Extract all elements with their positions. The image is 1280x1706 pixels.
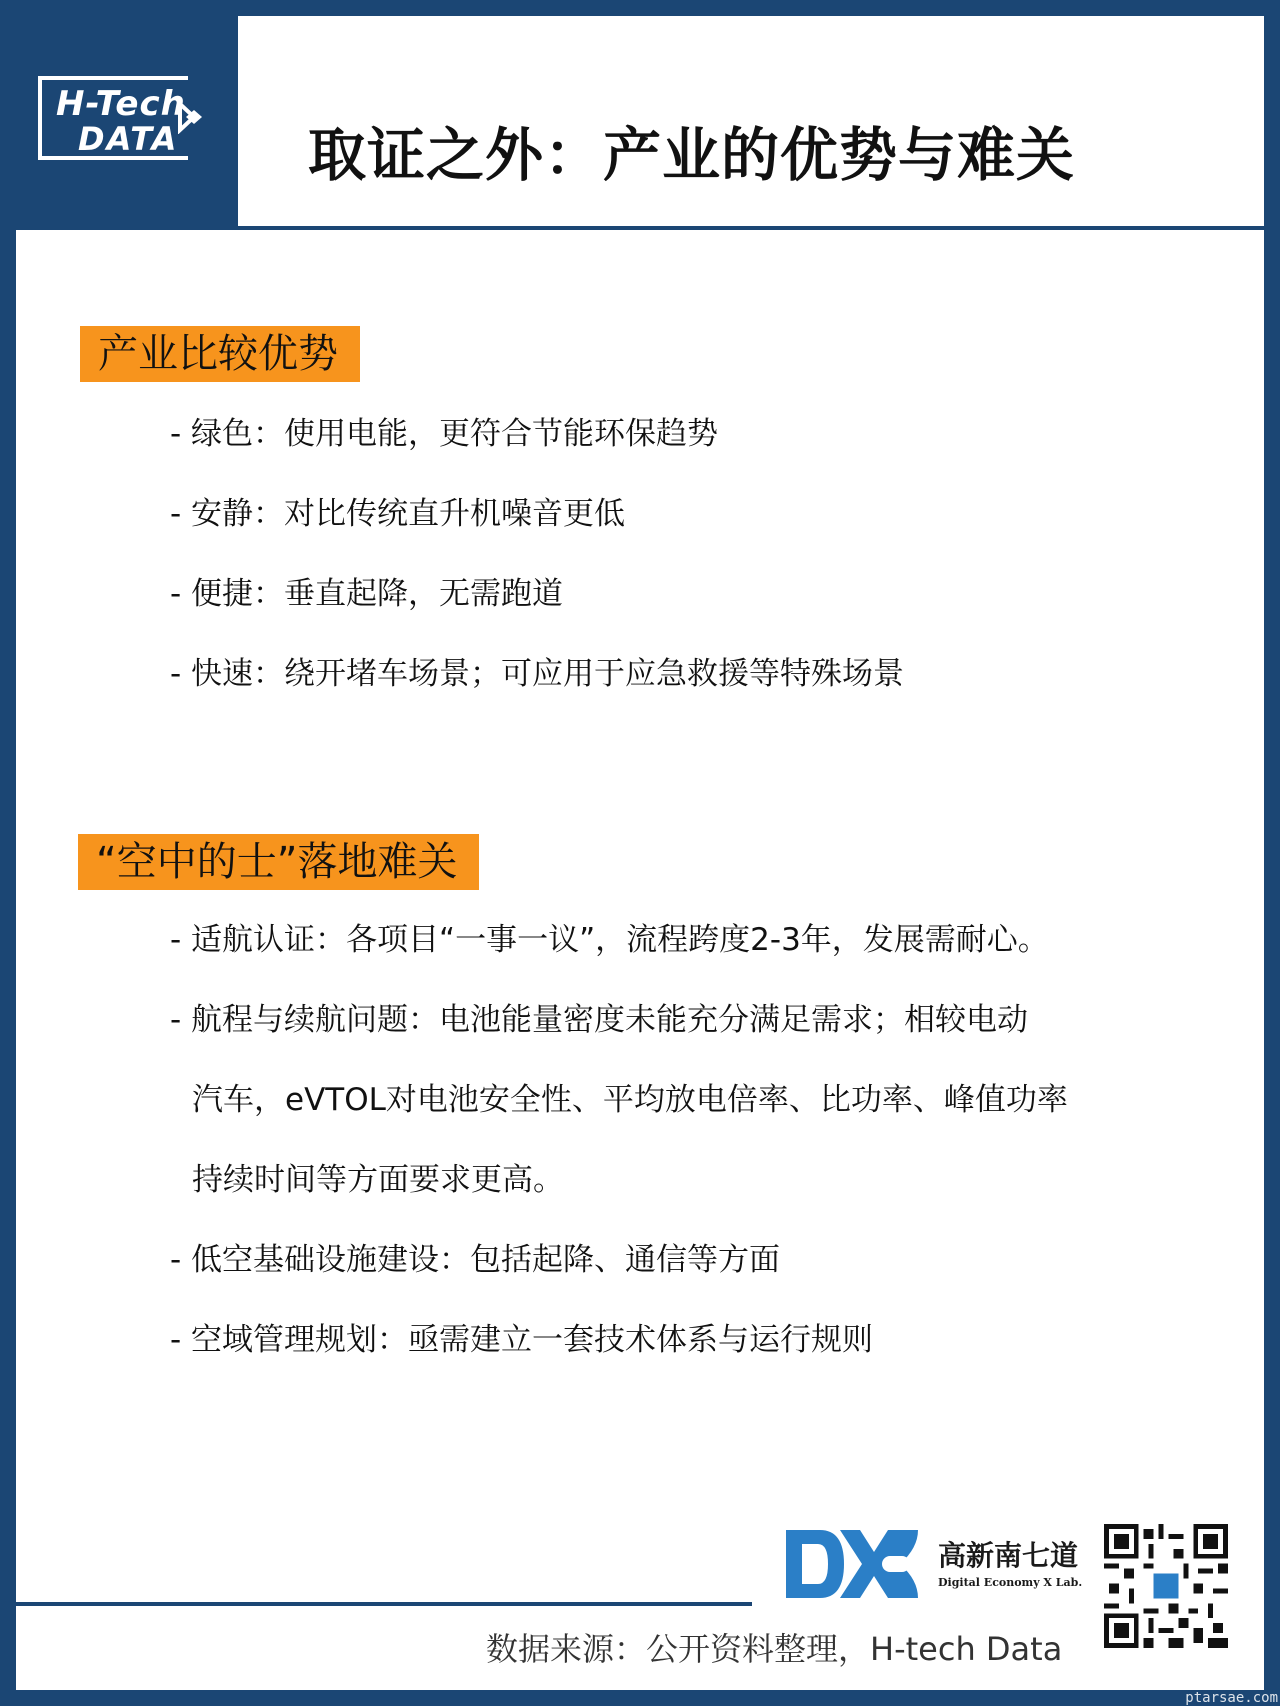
list-item: - 适航认证：各项目“一事一议”，流程跨度2-3年，发展需耐心。 xyxy=(170,922,1049,958)
watermark: ptarsae.com xyxy=(1185,1690,1278,1706)
header-divider xyxy=(238,226,1264,230)
logo-text-htech: H-Tech xyxy=(56,84,186,124)
brand-name: 高新南七道 xyxy=(938,1539,1079,1572)
logo-panel xyxy=(16,16,238,230)
qr-code-icon xyxy=(1104,1524,1228,1648)
list-item: - 空域管理规划：亟需建立一套技术体系与运行规则 xyxy=(170,1322,874,1358)
poster-card xyxy=(16,16,1264,1690)
list-item-continuation: 持续时间等方面要求更高。 xyxy=(192,1162,564,1198)
list-item-continuation: 汽车，eVTOL对电池安全性、平均放电倍率、比功率、峰值功率 xyxy=(192,1082,1068,1118)
list-item: - 航程与续航问题：电池能量密度未能充分满足需求；相较电动 xyxy=(170,1002,1029,1038)
list-item: - 便捷：垂直起降，无需跑道 xyxy=(170,576,564,612)
brand-dx-icon xyxy=(782,1526,922,1602)
brand-subtitle: Digital Economy X Lab. xyxy=(938,1576,1083,1589)
list-item: - 绿色：使用电能，更符合节能环保趋势 xyxy=(170,416,719,452)
list-item: - 低空基础设施建设：包括起降、通信等方面 xyxy=(170,1242,781,1278)
list-item: - 快速：绕开堵车场景；可应用于应急救援等特殊场景 xyxy=(170,656,905,692)
page-title: 取证之外：产业的优势与难关 xyxy=(308,121,1076,189)
footer-divider xyxy=(16,1602,752,1606)
data-source: 数据来源：公开资料整理，H-tech Data xyxy=(486,1630,1063,1668)
logo-text-data: DATA xyxy=(78,120,179,158)
section-label-advantages: 产业比较优势 xyxy=(80,326,360,382)
list-item: - 安静：对比传统直升机噪音更低 xyxy=(170,496,626,532)
arrow-diamond-icon xyxy=(176,100,210,134)
section-label-challenges: “空中的士”落地难关 xyxy=(78,834,479,890)
